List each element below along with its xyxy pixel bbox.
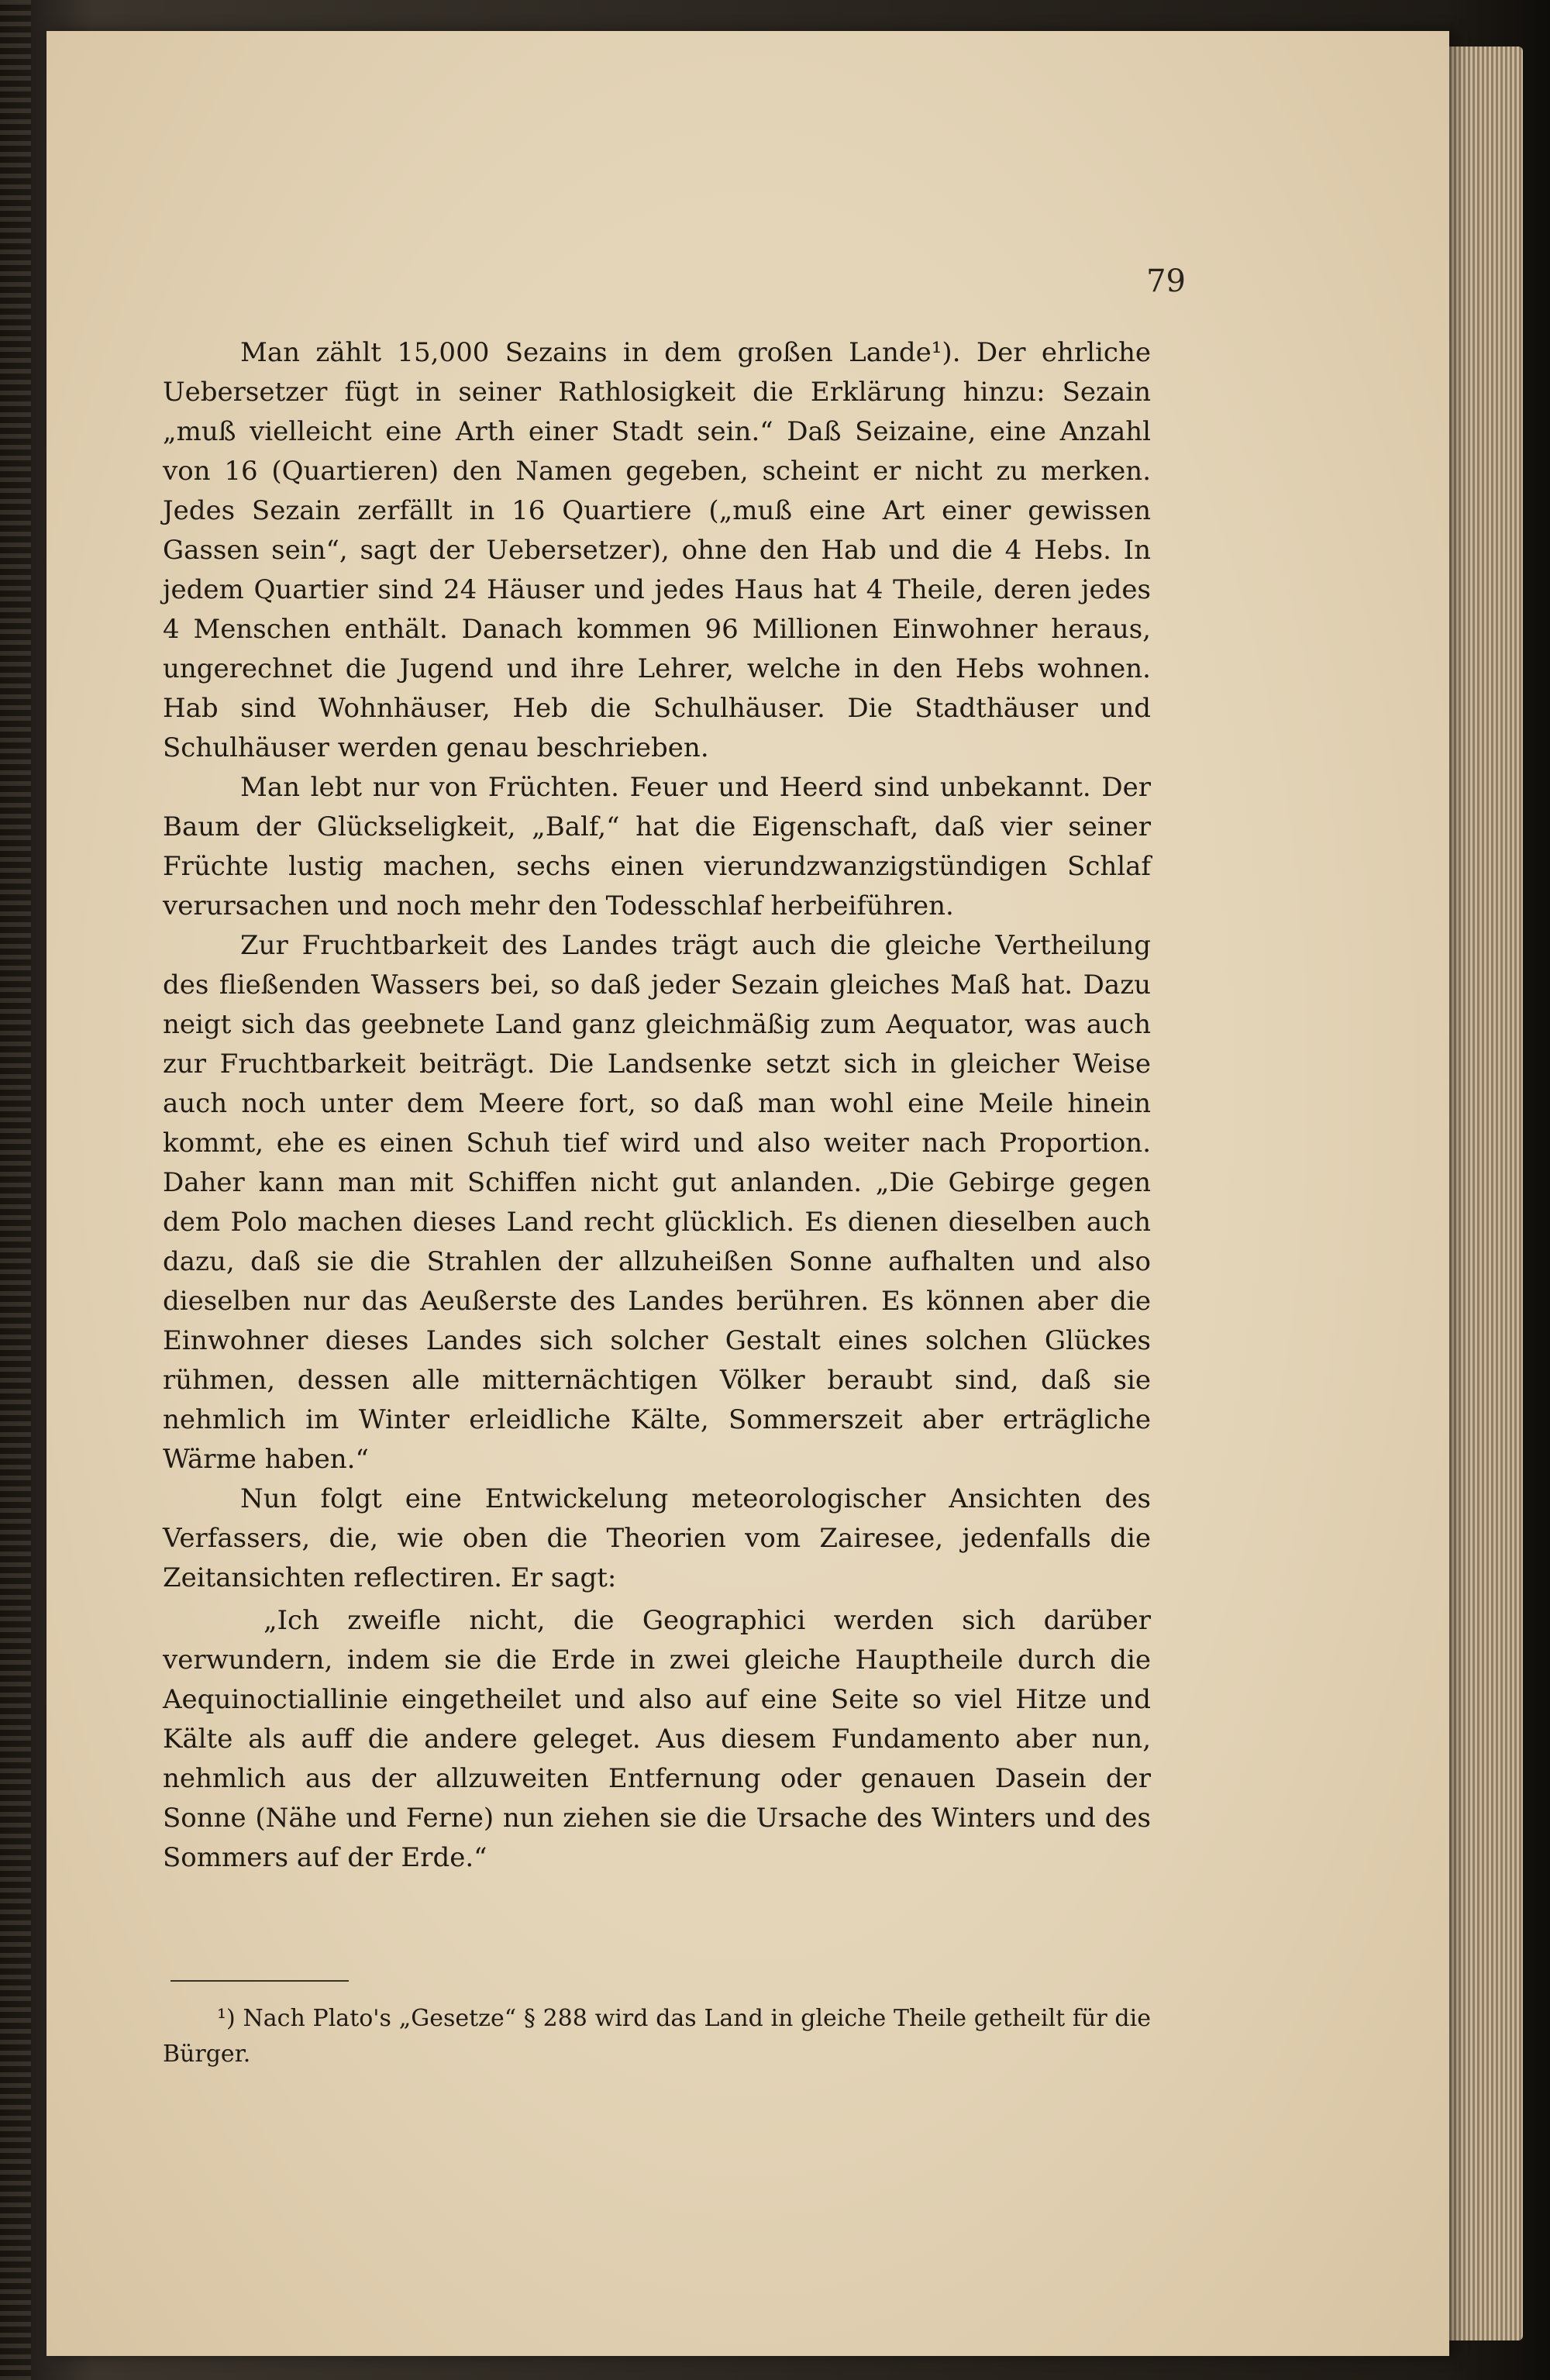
book-page-edges [1438,46,1523,2340]
footnote [163,2001,1151,2072]
footnote-text: Nach Plato's „Gesetze“ § 288 wird das Land in gleiche Theile getheilt für die Bürger. [163,2005,1151,2068]
page-number: 79 [1146,263,1186,299]
footnote-marker: ¹) [217,2005,236,2032]
footnote-divider [170,1980,349,1982]
paragraph-3: Zur Fruchtbarkeit des Landes trägt auch die gleiche Vertheilung des fließenden Wassers bei, so daß jeder Sezain gleiches Maß hat. Dazu neigt sich das geebnete Land ganz gleichmäßig zum Aequator, was auch zur Fruchtbarkeit beiträgt. Die Landsenke setzt sich in gleicher Weise auch noch unter dem Meere fort, so daß man wohl eine Meile hinein kommt, ehe es einen Schuh tief wird und also weiter nach Proportion. Daher kann man mit Schiffen nicht gut anlanden. „Die Gebirge gegen dem Polo machen dieses Land recht glücklich. Es dienen dieselben auch dazu, daß sie die Strahlen der allzuheißen Sonne aufhalten und also dieselben nur das Aeußerste des Landes berühren. Es können aber die Einwohner dieses Landes sich solcher Gestalt eines solchen Glückes rühmen, dessen alle mitternächtigen Völker beraubt sind, daß sie nehmlich im Winter erleidliche Kälte, Sommerszeit aber erträgliche Wärme haben.“ [163,930,1151,1475]
paragraph-1: Man zählt 15,000 Sezains in dem großen Lande¹). Der ehrliche Uebersetzer fügt in seiner Rathlosigkeit die Erklärung hinzu: Sezain „muß vielleicht eine Arth einer Stadt sein.“ Daß Seizaine, eine Anzahl von 16 (Quartieren) den Namen gegeben, scheint er nicht zu merken. Jedes Sezain zerfällt in 16 Quartiere („muß eine Art einer gewissen Gassen sein“, sagt der Uebersetzer), ohne den Hab und die 4 Hebs. In jedem Quartier sind 24 Häuser und jedes Haus hat 4 Theile, deren jedes 4 Menschen enthält. Danach kommen 96 Millionen Einwohner heraus, ungerechnet die Jugend und ihre Lehrer, welche in den Hebs wohnen. Hab sind Wohnhäuser, Heb die Schulhäuser. Die Stadthäuser und Schulhäuser werden genau beschrieben. [163,337,1151,763]
paragraph-5-quote: „Ich zweifle nicht, die Geographici werden sich darüber verwundern, indem sie die Erde in zwei gleiche Hauptheile durch die Aequinoctiallinie eingetheilet und also auf eine Seite so viel Hitze und Kälte als auff die andere geleget. Aus diesem Fundamento aber nun, nehmlich aus der allzuweiten Entfernung oder genauen Dasein der Sonne (Nähe und Ferne) nun ziehen sie die Ursache des Winters und des Sommers auf der Erde.“ [163,1605,1151,1873]
paragraph-4: Nun folgt eine Entwickelung meteorologischer Ansichten des Verfassers, die, wie oben die Theorien vom Zairesee, jedenfalls die Zeitansichten reflectiren. Er sagt: [163,1483,1151,1593]
paragraph-2: Man lebt nur von Früchten. Feuer und Heerd sind unbekannt. Der Baum der Glückseligkeit, „Balf,“ hat die Eigenschaft, daß vier seiner Früchte lustig machen, sechs einen vierundzwanzigstündigen Schlaf verursachen und noch mehr den Todesschlaf herbeiführen. [163,772,1151,921]
book-edge-left [0,0,31,2380]
main-text [163,333,1151,1878]
